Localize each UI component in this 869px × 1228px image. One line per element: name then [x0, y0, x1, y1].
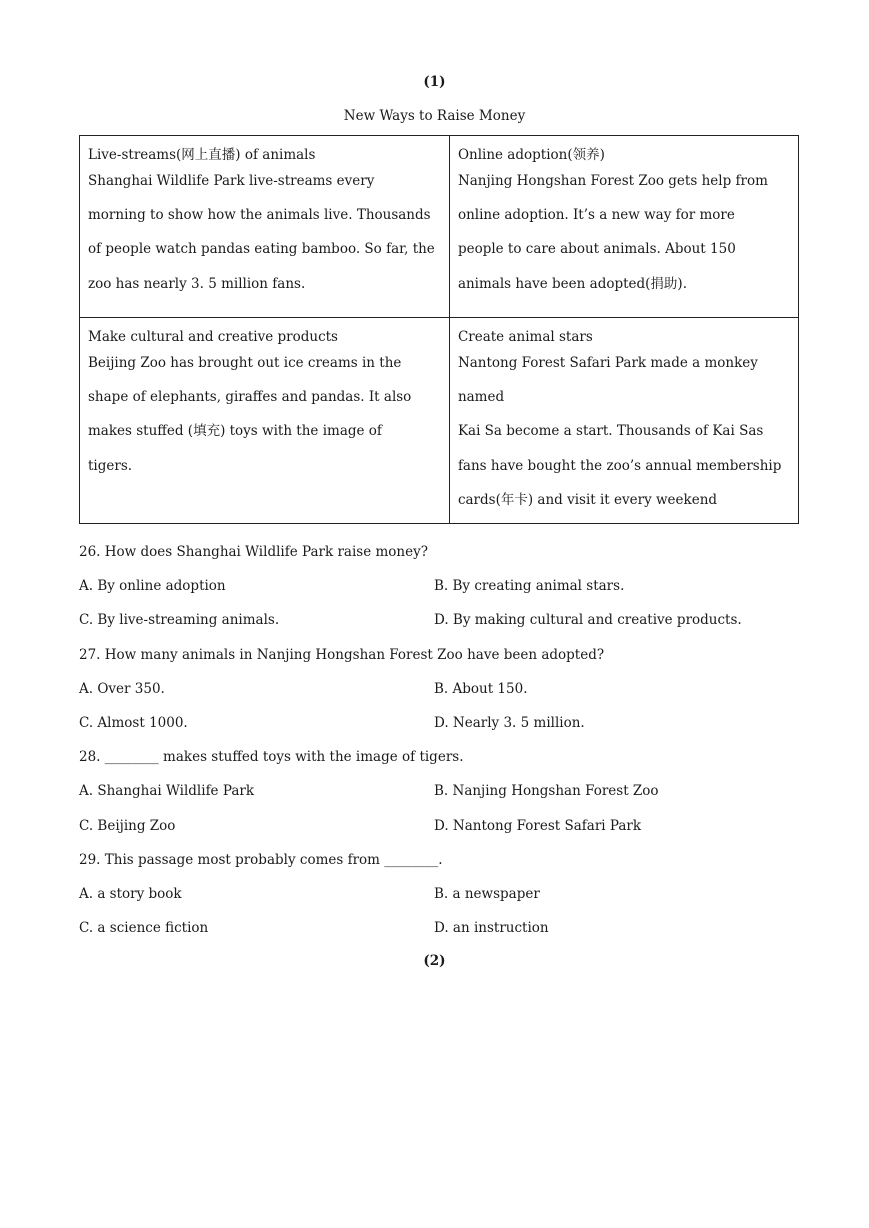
- option-d[interactable]: D. Nantong Forest Safari Park: [434, 817, 642, 834]
- cell-line: of people watch pandas eating bamboo. So far, the: [88, 241, 435, 258]
- cell-line: people to care about animals. About 150: [457, 241, 736, 258]
- option-b[interactable]: B. By creating animal stars.: [434, 578, 625, 595]
- table-cell-online-adoption: [449, 136, 798, 318]
- info-table: [79, 135, 799, 524]
- cell-line: zoo has nearly 3. 5 million fans.: [88, 275, 306, 292]
- cell-line: animals have been adopted(捐助).: [457, 275, 687, 292]
- option-row: [79, 608, 799, 642]
- option-a[interactable]: A. a story book: [79, 885, 182, 902]
- cell-line: Beijing Zoo has brought out ice creams in the: [88, 355, 402, 371]
- option-c[interactable]: C. a science fiction: [79, 920, 209, 937]
- table-row: [80, 318, 799, 524]
- cell-line: online adoption. It’s a new way for more: [457, 207, 735, 224]
- cell-line: Kai Sa become a start. Thousands of Kai Sas: [457, 423, 764, 440]
- option-b[interactable]: B. a newspaper: [434, 885, 540, 902]
- option-row: [79, 882, 799, 916]
- option-c[interactable]: C. Beijing Zoo: [79, 817, 176, 834]
- table-cell-cultural-products: [80, 318, 450, 524]
- option-row: [79, 916, 799, 950]
- cell-heading: Online adoption(领养): [457, 147, 605, 163]
- option-d[interactable]: D. Nearly 3. 5 million.: [434, 714, 585, 731]
- cell-line: tigers.: [88, 457, 133, 474]
- table-row: [80, 136, 799, 318]
- cell-line: Nanjing Hongshan Forest Zoo gets help from: [457, 173, 768, 189]
- cell-heading: Live-streams(网上直播) of animals: [88, 147, 316, 163]
- option-row: [79, 677, 799, 711]
- table-cell-animal-stars: [449, 318, 798, 524]
- question-stem: 27. How many animals in Nanjing Hongshan Forest Zoo have been adopted?: [79, 646, 605, 663]
- passage-title: New Ways to Raise Money: [343, 108, 526, 124]
- question-list: [79, 540, 799, 950]
- option-b[interactable]: B. About 150.: [434, 680, 528, 697]
- cell-line: fans have bought the zoo’s annual membership: [457, 457, 782, 474]
- option-d[interactable]: D. an instruction: [434, 920, 549, 937]
- option-d[interactable]: D. By making cultural and creative products.: [434, 612, 742, 629]
- option-c[interactable]: C. By live-streaming animals.: [79, 612, 280, 629]
- option-row: [79, 779, 799, 813]
- cell-heading: Create animal stars: [457, 329, 593, 345]
- option-b[interactable]: B. Nanjing Hongshan Forest Zoo: [434, 783, 659, 800]
- option-row: [79, 574, 799, 608]
- table-cell-live-streams: [80, 136, 450, 318]
- cell-line: makes stuffed (填充) toys with the image of: [88, 423, 382, 440]
- option-row: [79, 711, 799, 745]
- question-stem: 29. This passage most probably comes from ________.: [79, 851, 443, 868]
- cell-line: Shanghai Wildlife Park live-streams every: [88, 173, 375, 189]
- option-a[interactable]: A. By online adoption: [79, 578, 226, 595]
- option-a[interactable]: A. Shanghai Wildlife Park: [79, 783, 254, 800]
- option-a[interactable]: A. Over 350.: [79, 680, 165, 697]
- question-stem: 26. How does Shanghai Wildlife Park raise money?: [79, 544, 428, 560]
- cell-line: Nantong Forest Safari Park made a monkey named: [457, 355, 758, 406]
- section-label: (1): [423, 74, 446, 90]
- option-c[interactable]: C. Almost 1000.: [79, 714, 188, 731]
- question-stem: 28. ________ makes stuffed toys with the image of tigers.: [79, 749, 464, 766]
- cell-heading: Make cultural and creative products: [88, 329, 338, 345]
- cell-line: shape of elephants, giraffes and pandas. It also: [88, 389, 412, 406]
- cell-line: morning to show how the animals live. Thousands: [88, 207, 431, 224]
- cell-line: cards(年卡) and visit it every weekend: [457, 491, 718, 508]
- section-label: (2): [423, 953, 446, 969]
- option-row: [79, 814, 799, 848]
